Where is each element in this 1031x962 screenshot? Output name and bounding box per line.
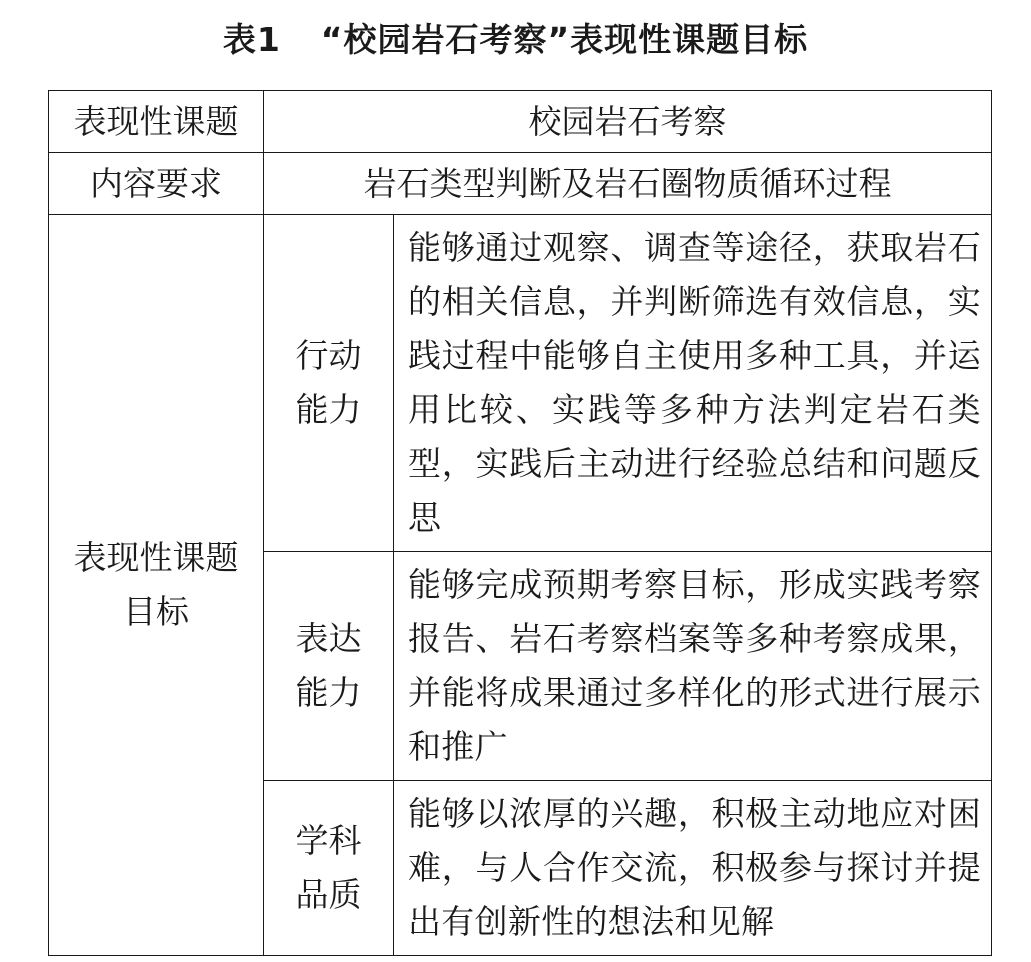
row-header-content: 内容要求 [49, 153, 264, 215]
content-value: 岩石类型判断及岩石圈物质循环过程 [264, 153, 992, 215]
table-row [49, 215, 992, 552]
goal-name-line1: 表达 [295, 619, 362, 658]
table-row [49, 91, 992, 153]
goals-header-line1: 表现性课题 [73, 538, 239, 577]
goal-name-line1: 行动 [295, 336, 362, 375]
goal-desc-quality: 能够以浓厚的兴趣，积极主动地应对困难，与人合作交流，积极参与探讨并提出有创新性的想法和见解 [394, 781, 992, 956]
task-value: 校园岩石考察 [264, 91, 992, 153]
goal-name-line1: 学科 [295, 821, 362, 860]
row-header-goals [49, 215, 264, 956]
goals-table [48, 90, 992, 956]
caption-title: “校园岩石考察”表现性课题目标 [320, 20, 809, 59]
table-row [49, 153, 992, 215]
caption-label: 表1 [222, 20, 281, 59]
goal-name-expression [264, 552, 394, 781]
goals-header-line2: 目标 [123, 592, 189, 631]
goal-name-line2: 品质 [295, 875, 362, 914]
goal-name-line2: 能力 [295, 673, 362, 712]
table-caption [0, 14, 1031, 61]
goal-name-action [264, 215, 394, 552]
goal-desc-action: 能够通过观察、调查等途径，获取岩石的相关信息，并判断筛选有效信息，实践过程中能够自主使用多种工具，并运用比较、实践等多种方法判定岩石类型，实践后主动进行经验总结和问题反思 [394, 215, 992, 552]
goal-desc-expression: 能够完成预期考察目标，形成实践考察报告、岩石考察档案等多种考察成果，并能将成果通过多样化的形式进行展示和推广 [394, 552, 992, 781]
goal-name-quality [264, 781, 394, 956]
row-header-task: 表现性课题 [49, 91, 264, 153]
goal-name-line2: 能力 [295, 390, 362, 429]
